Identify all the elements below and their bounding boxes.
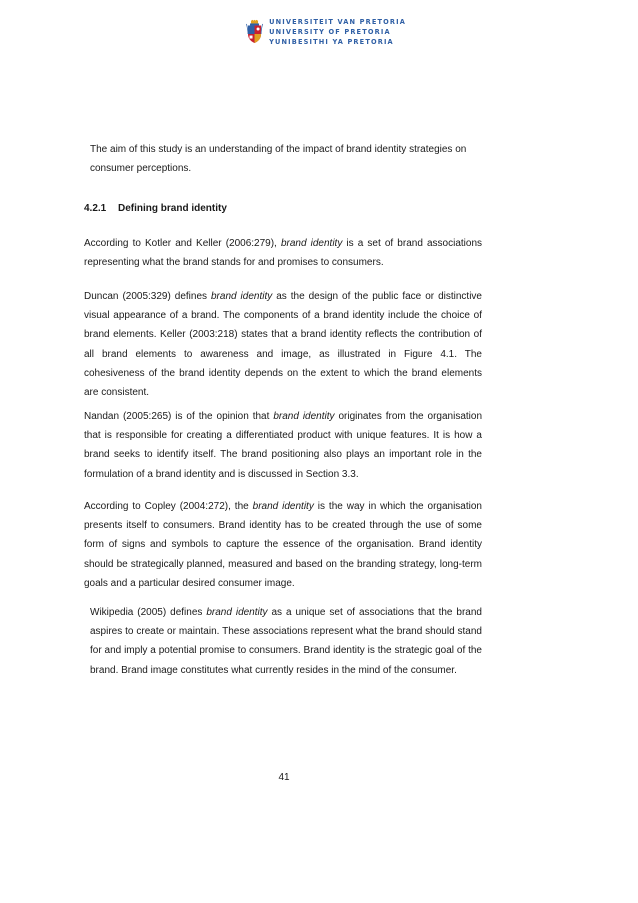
- logo-line-afrikaans: UNIVERSITEIT VAN PRETORIA: [269, 17, 406, 26]
- university-names: [269, 18, 406, 47]
- paragraph-nandan: Nandan (2005:265) is of the opinion that brand identity originates from the organisation that is responsible for creating a differentiated product with unique features. It is how a brand seeks to identify itself. The brand positioning also plays an important role in the formulation of a brand identity and is discussed in Section 3.3.: [84, 411, 483, 480]
- section-number: 4.2.1: [84, 203, 107, 214]
- section-heading: [84, 202, 227, 216]
- italic-term: brand identity: [206, 607, 268, 618]
- italic-term: brand identity: [252, 501, 314, 512]
- university-crest-icon: [246, 8, 263, 56]
- university-logo: [246, 6, 406, 58]
- logo-line-english: UNIVERSITY OF PRETORIA: [269, 27, 391, 36]
- logo-line-sepedi: YUNIBESITHI YA PRETORIA: [269, 37, 394, 46]
- paragraph-wikipedia: Wikipedia (2005) defines brand identity as a unique set of associations that the brand aspires to create or maintain. These associations represent what the brand should stand for and imply a potential promise to consumers. Brand identity is the strategic goal of the brand. Brand image constitutes what currently resides in the mind of the consumer.: [90, 607, 482, 676]
- italic-term: brand identity: [211, 291, 273, 302]
- italic-term: brand identity: [280, 238, 343, 249]
- page-number: 41: [278, 772, 290, 783]
- section-title: Defining brand identity: [118, 203, 227, 214]
- intro-paragraph: The aim of this study is an understanding of the impact of brand identity strategies on consumer perceptions.: [90, 144, 467, 175]
- italic-term: brand identity: [273, 411, 335, 422]
- paragraph-kotler-keller: According to Kotler and Keller (2006:279), brand identity is a set of brand associations representing what the brand stands for and promises to consumers.: [84, 238, 483, 269]
- paragraph-duncan: Duncan (2005:329) defines brand identity as the design of the public face or distinctive visual appearance of a brand. The components of a brand identity include the choice of brand elements. Keller (2003:218) states that a brand identity reflects the contribution of all brand elements to awareness and image, as illustrated in Figure 4.1. The cohesiveness of the brand identity depends on the extent to which the brand elements are consistent.: [84, 291, 482, 399]
- paragraph-copley: According to Copley (2004:272), the brand identity is the way in which the organisation presents itself to consumers. Brand identity has to be created through the use of some form of signs and symbols to capture the essence of the organisation. Brand identity should be strategically planned, measured and based on the branding strategy, long-term goals and a particular desired consumer image.: [84, 501, 482, 589]
